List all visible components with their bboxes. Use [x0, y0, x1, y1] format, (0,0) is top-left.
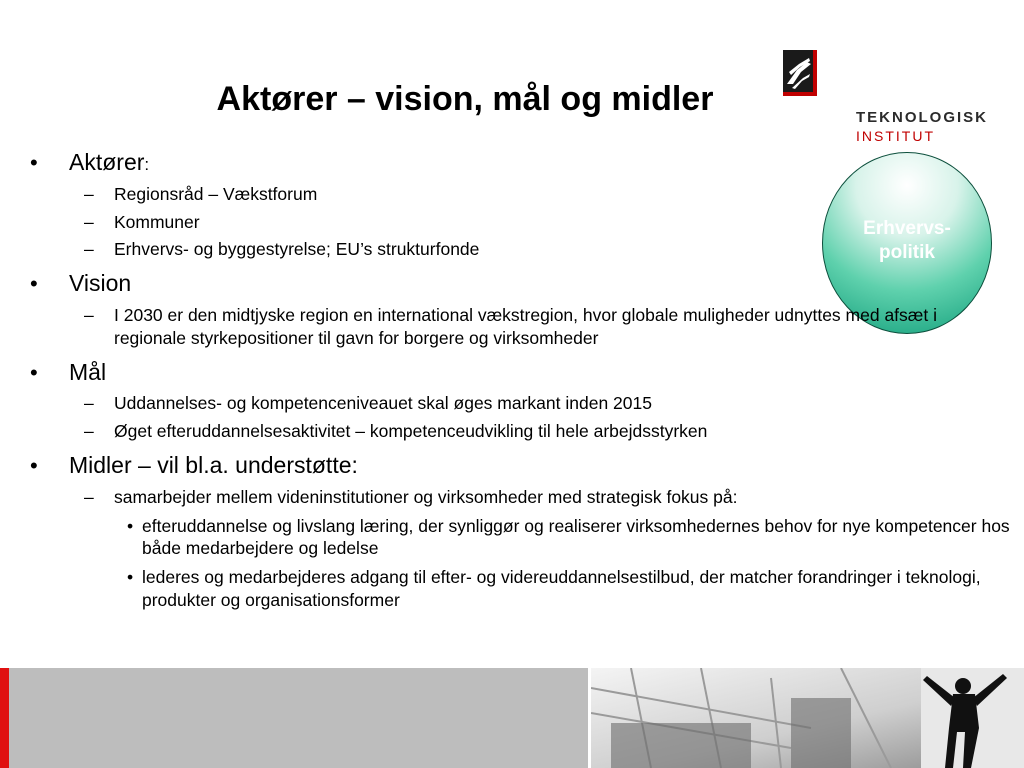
- sub-bullet-item: – Kommuner: [69, 211, 1015, 234]
- sub-sub-bullet-item: • lederes og medarbejderes adgang til efter- og videreuddannelsestilbud, der matcher forandringer i teknologi, produkter og organisationsformer: [114, 566, 1015, 612]
- logo-name-line1: TEKNOLOGISK: [856, 109, 989, 126]
- sub-bullet-list: [69, 392, 1015, 443]
- sub-bullet-list: [69, 304, 1015, 350]
- sub-bullet-item: – Uddannelses- og kompetenceniveauet skal øges markant inden 2015: [69, 392, 1015, 415]
- sub-bullet-item: – Regionsråd – Vækstforum: [69, 183, 1015, 206]
- bullet-heading: Mål: [69, 358, 107, 385]
- sub-bullet-list: [69, 183, 1015, 261]
- sub-bullet-list: [69, 486, 1015, 612]
- bullet-midler: [30, 451, 1015, 612]
- teknologisk-institut-logo-icon: [783, 50, 817, 96]
- bullet-list: [30, 148, 1015, 612]
- company-logo-text: [856, 110, 988, 143]
- sub-bullet-text: samarbejder mellem videninstitutioner og virksomheder med strategisk fokus på:: [114, 486, 738, 507]
- bullet-heading: Midler – vil bl.a. understøtte:: [69, 451, 358, 478]
- sub-bullet-item: [69, 486, 1015, 612]
- sub-bullet-item: – I 2030 er den midtjyske region en international vækstregion, hvor globale muligheder udnyttes med afsæt i regionale styrkepositioner til gavn for borgere og virksomheder: [69, 304, 994, 350]
- sub-sub-bullet-item: • efteruddannelse og livslang læring, der synliggør og realiserer virksomhedernes behov for nye kompetencer hos både medarbejdere og ledelse: [114, 515, 1015, 561]
- bullet-heading: Vision: [69, 270, 132, 297]
- topic-badge-label: Erhvervs- politik: [863, 218, 951, 263]
- slide-title: Aktører – vision, mål og midler: [216, 80, 714, 118]
- bullet-heading: Aktører: [69, 149, 145, 175]
- slide-body: [30, 148, 1015, 612]
- bullet-vision: [30, 269, 1015, 349]
- bullet-heading-suffix: :: [144, 155, 150, 174]
- footer-photo-image: [591, 668, 1024, 768]
- footer-red-accent: [0, 668, 9, 768]
- sub-bullet-item: – Øget efteruddannelsesaktivitet – kompetenceudvikling til hele arbejdsstyrken: [69, 420, 1015, 443]
- bullet-maal: [30, 358, 1015, 443]
- sub-bullet-item: – Erhvervs- og byggestyrelse; EU’s strukturfonde: [69, 238, 1015, 261]
- bullet-aktoerer: [30, 148, 1015, 261]
- sub-sub-bullet-list: [114, 515, 1015, 612]
- logo-name-line2: INSTITUT: [856, 128, 935, 144]
